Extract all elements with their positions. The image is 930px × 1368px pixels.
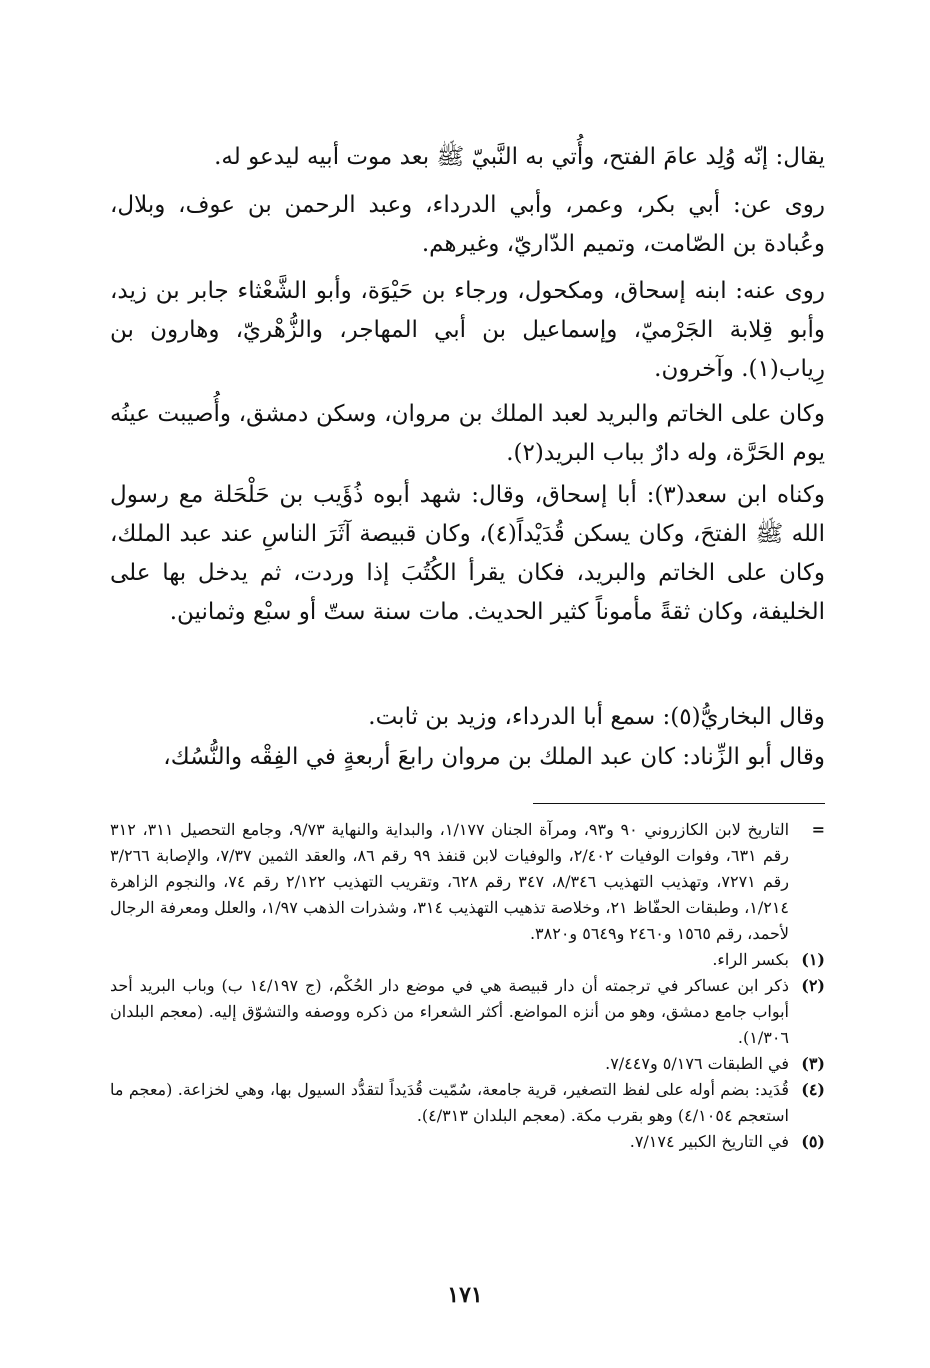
footnote-number: (٥) xyxy=(801,1132,825,1151)
footnote-text: بكسر الراء. xyxy=(712,950,789,969)
footnote-number: = xyxy=(811,820,825,839)
footnote-text: في التاريخ الكبير ٧/١٧٤. xyxy=(629,1132,789,1151)
paragraph-bukhari: وقال البخاريُّ(٥): سمع أبا الدرداء، وزيد بن ثابت. xyxy=(368,704,825,730)
footnote-divider xyxy=(533,803,825,804)
paragraph-seal-and-post: وكان على الخاتم والبريد لعبد الملك بن مروان، وسكن دمشق، وأُصيبت عينُه يوم الحَرَّة، وله دارٌ بباب البريد(٢). xyxy=(110,401,825,466)
paragraph-abu-zinad: وقال أبو الزِّناد: كان عبد الملك بن مروان رابعَ أربعةٍ في الفِقْه والنُّسُك، xyxy=(163,744,825,770)
footnote-number: (٣) xyxy=(801,1054,825,1073)
paragraph-birth: يقال: إنّه وُلِد عامَ الفتح، وأُتي به النَّبيّ ﷺ بعد موت أبيه ليدعو له. xyxy=(214,144,825,170)
footnote-number: (٤) xyxy=(801,1080,825,1099)
footnote-3 xyxy=(110,1051,825,1077)
footnote-5 xyxy=(110,1129,825,1155)
footnote-1 xyxy=(110,947,825,973)
footnote-4 xyxy=(110,1077,825,1129)
paragraph-narrated-from: روى عن: أبي بكر، وعمر، وأبي الدرداء، وعبد الرحمن بن عوف، وبلال، وعُبادة بن الصّامت، وتميم الدّاريّ، وغيرهم. xyxy=(110,192,825,257)
page-number: ١٧١ xyxy=(447,1282,483,1308)
footnote-text: التاريخ لابن الكازروني ٩٠ و٩٣، ومرآة الجنان ١/١٧٧، والبداية والنهاية ٩/٧٣، وجامع التحصيل ٣١١، ٣١٢ رقم ٦٣١، وفوات الوفيات ٢/٤٠٢، والوفيات لابن قنفذ ٩٩ رقم ٨٦، والعقد الثمين ٧/٣٧، والإصابة ٣/٢٦٦ رقم ٧٢٧١، وتهذيب التهذيب ٨/٣٤٦، ٣٤٧ رقم ٦٢٨، وتقريب التهذيب ٢/١٢٢ رقم ٧٤، والنجوم الزاهرة ١/٢١٤، وطبقات الحفّاظ ٢١، وخلاصة تذهيب التهذيب ٣١٤، وشذرات الذهب ١/٩٧، والعلل ومعرفة الرجال لأحمد، رقم ١٥٦٥ و٢٤٦٠ و٥٦٤٩ و٣٨٢٠. xyxy=(110,820,790,943)
footnote-number: (٢) xyxy=(801,976,825,995)
footnote-continued xyxy=(110,817,825,947)
footnotes xyxy=(110,817,825,1155)
footnote-2 xyxy=(110,973,825,1051)
footnote-text: في الطبقات ٥/١٧٦ و٧/٤٤٧. xyxy=(605,1054,789,1073)
paragraph-ibn-saad: وكناه ابن سعد(٣): أبا إسحاق، وقال: شهد أبوه ذُؤَيب بن حَلْحَلة مع رسول الله ﷺ الفتحَ، وكان يسكن قُدَيْداً(٤)، وكان قبيصة آثَرَ الناسِ عند عبد الملك، وكان على الخاتم والبريد، فكان يقرأ الكُتُبَ إذا وردت، ثم يدخل بها على الخليفة، وكان ثقةً مأموناً كثير الحديث. مات سنة ستّ أو سبْع وثمانين. xyxy=(110,482,826,625)
paragraph-narrated-by: روى عنه: ابنه إسحاق، ومكحول، ورجاء بن حَيْوَة، وأبو الشَّعْثاء جابر بن زيد، وأبو قِلابة الجَرْميّ، وإسماعيل بن أبي المهاجر، والزُّهْريّ، وهارون بن رِياب(١). وآخرون. xyxy=(110,278,825,382)
footnote-text: قُدَيد: بضم أوله على لفظ التصغير، قرية جامعة، سُمّيت قُدَيداً لتقدُّد السيول بها، وهي لخزاعة. (معجم ما استعجم ٤/١٠٥٤) وهو بقرب مكة. (معجم البلدان ٤/٣١٣). xyxy=(110,1080,789,1125)
footnote-text: ذكر ابن عساكر في ترجمته أن دار قبيصة هي في موضع دار الحُكْم، (ج ١٤/١٩٧ ب) وباب البريد أحد أبواب جامع دمشق، وهو من أنزه المواضع. أكثر الشعراء من ذكره ووصفه والتشوّق إليه. (معجم البلدان ١/٣٠٦). xyxy=(110,976,789,1047)
footnote-number: (١) xyxy=(801,950,825,969)
